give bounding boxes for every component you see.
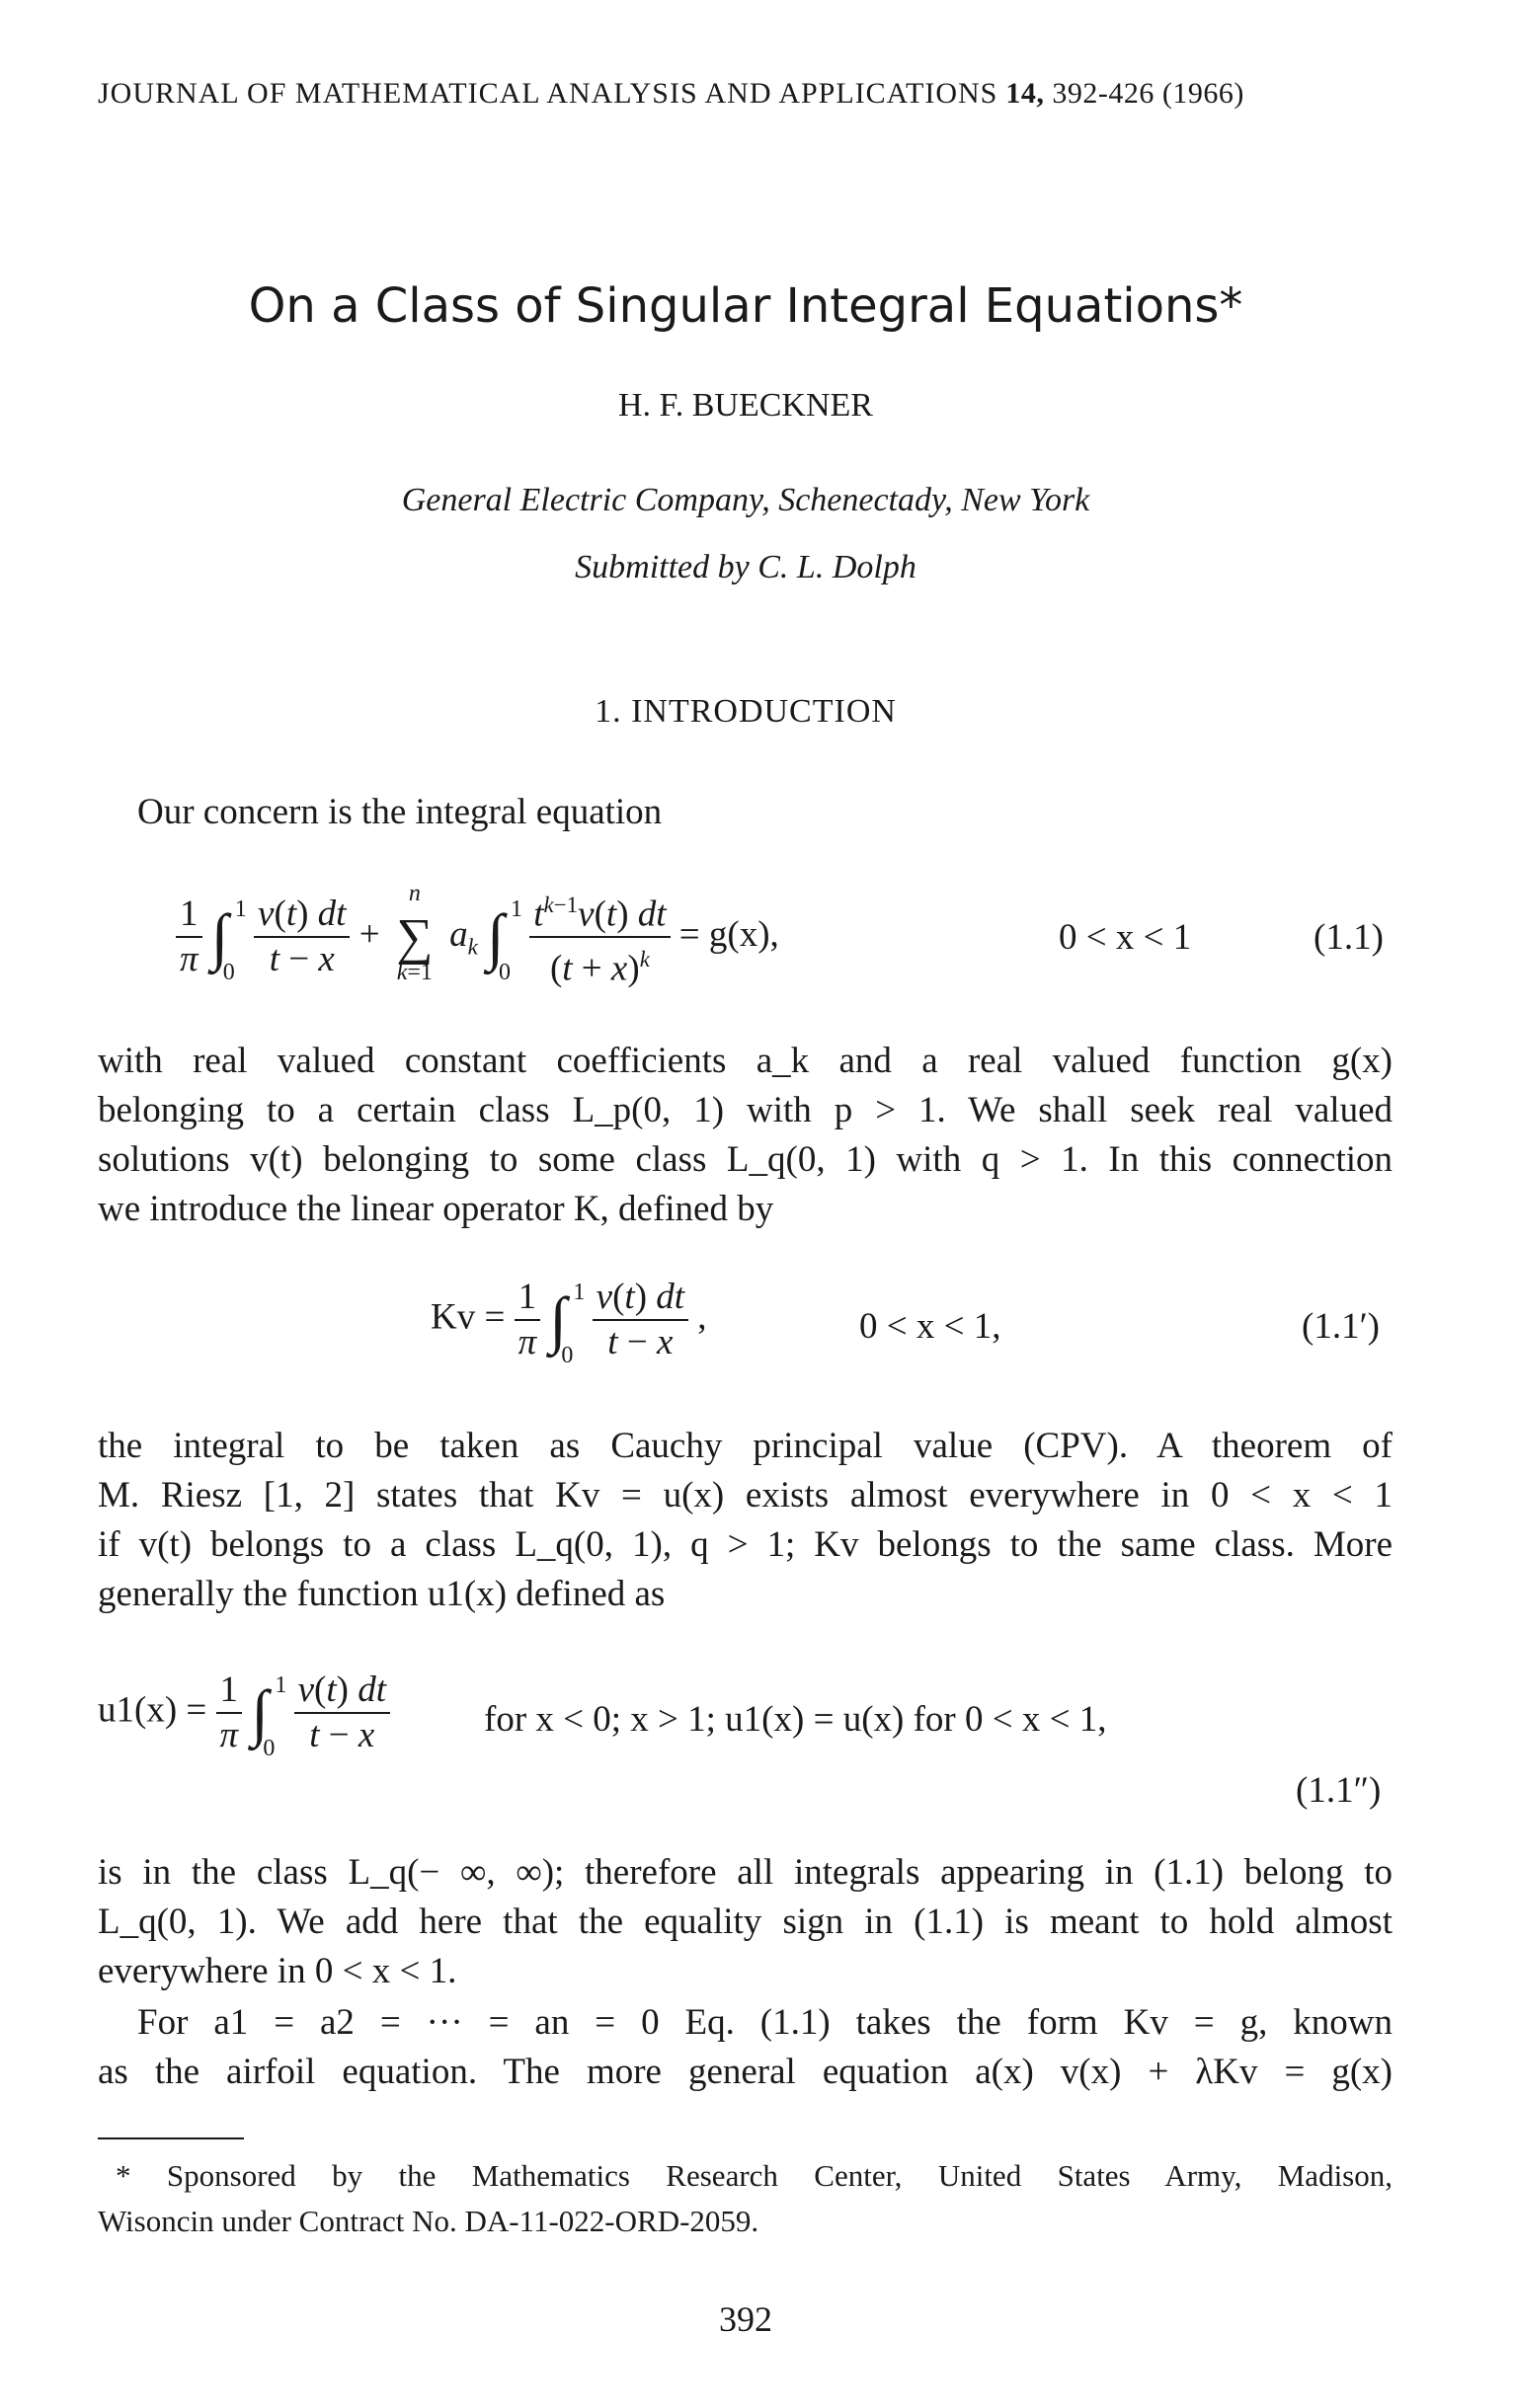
text-line: solutions v(t) belonging to some class L_q(0, 1) with q > 1. In this connection [98, 1139, 1393, 1180]
text-line: with real valued constant coefficients a_k and a real valued function g(x) [98, 1041, 1393, 1081]
running-head [98, 77, 1244, 111]
volume-number: 14, [1005, 77, 1045, 110]
text-line: For a1 = a2 = ··· = an = 0 Eq. (1.1) takes the form Kv = g, known [137, 2002, 1393, 2043]
section-heading: 1. INTRODUCTION [595, 693, 897, 730]
text-line: is in the class L_q(− ∞, ∞); therefore all integrals appearing in (1.1) belong to [98, 1852, 1393, 1893]
paper-title: On a Class of Singular Integral Equations* [248, 278, 1243, 334]
eq-lhs: Kv = [431, 1296, 506, 1338]
paragraph-2 [98, 1037, 1393, 1234]
text-line: generally the function u1(x) defined as [98, 1574, 666, 1614]
text-line: everywhere in 0 < x < 1. [98, 1951, 457, 1991]
text-line: M. Riesz [1, 2] states that Kv = u(x) exists almost everywhere in 0 < x < 1 [98, 1475, 1393, 1515]
text-line: if v(t) belongs to a class L_q(0, 1), q > 1; Kv belongs to the same class. More [98, 1524, 1393, 1565]
text-line: as the airfoil equation. The more general equation a(x) v(x) + λKv = g(x) [98, 2052, 1393, 2092]
eq-condition: 0 < x < 1 [1059, 917, 1192, 958]
text-line: we introduce the linear operator K, defined by [98, 1189, 774, 1229]
equation-1-1: $\frac{1}{\pi}$ ∫ 1 0 $\frac{v(t) dt}{t - x}$ + ∑ n k=1 $a_k$ ∫ 1 0 $\frac{t^{k-1}v(t) dt}{(t + x)^k}$ = g(x), [176, 884, 779, 991]
equation-number: (1.1″) [1296, 1770, 1382, 1811]
eq-rhs: = g(x), [678, 913, 779, 955]
text-line: belonging to a certain class L_p(0, 1) with p > 1. We shall seek real valued [98, 1090, 1393, 1130]
equation-1-1-prime: Kv = $\frac{1}{\pi}$ ∫ 1 0 $\frac{v(t) dt}{t - x}$ , [431, 1277, 707, 1368]
equation-number: (1.1) [1314, 917, 1384, 958]
paragraph-3 [98, 1422, 1393, 1619]
paragraph-5 [98, 1998, 1393, 2097]
footnote-line: * Sponsored by the Mathematics Research Center, United States Army, Madison, [116, 2158, 1393, 2193]
author-affiliation: General Electric Company, Schenectady, New York [401, 482, 1090, 518]
text-line: L_q(0, 1). We add here that the equality sign in (1.1) is meant to hold almost [98, 1902, 1393, 1942]
text-line: Our concern is the integral equation [137, 792, 663, 832]
text-line: the integral to be taken as Cauchy principal value (CPV). A theorem of [98, 1426, 1393, 1466]
equation-number: (1.1′) [1302, 1306, 1380, 1347]
author-name: H. F. BUECKNER [618, 387, 873, 424]
pages-year: 392-426 (1966) [1052, 77, 1244, 110]
eq-condition: for x < 0; x > 1; u1(x) = u(x) for 0 < x < 1, [484, 1699, 1107, 1740]
paragraph-4 [98, 1848, 1393, 1996]
eq-lhs: u1(x) = [98, 1689, 207, 1731]
journal-name: JOURNAL OF MATHEMATICAL ANALYSIS AND APPLICATIONS [98, 77, 998, 110]
submitted-by: Submitted by C. L. Dolph [575, 549, 916, 585]
footnote-line: Wisoncin under Contract No. DA-11-022-ORD-2059. [98, 2204, 759, 2238]
page-number: 392 [719, 2299, 772, 2339]
equation-1-1-double-prime: u1(x) = $\frac{1}{\pi}$ ∫ 1 0 $\frac{v(t) dt}{t - x}$ [98, 1669, 390, 1757]
footnote-rule [98, 2137, 244, 2139]
paragraph-intro [98, 788, 1393, 837]
footnote [98, 2153, 1393, 2244]
eq-condition: 0 < x < 1, [859, 1306, 1001, 1347]
